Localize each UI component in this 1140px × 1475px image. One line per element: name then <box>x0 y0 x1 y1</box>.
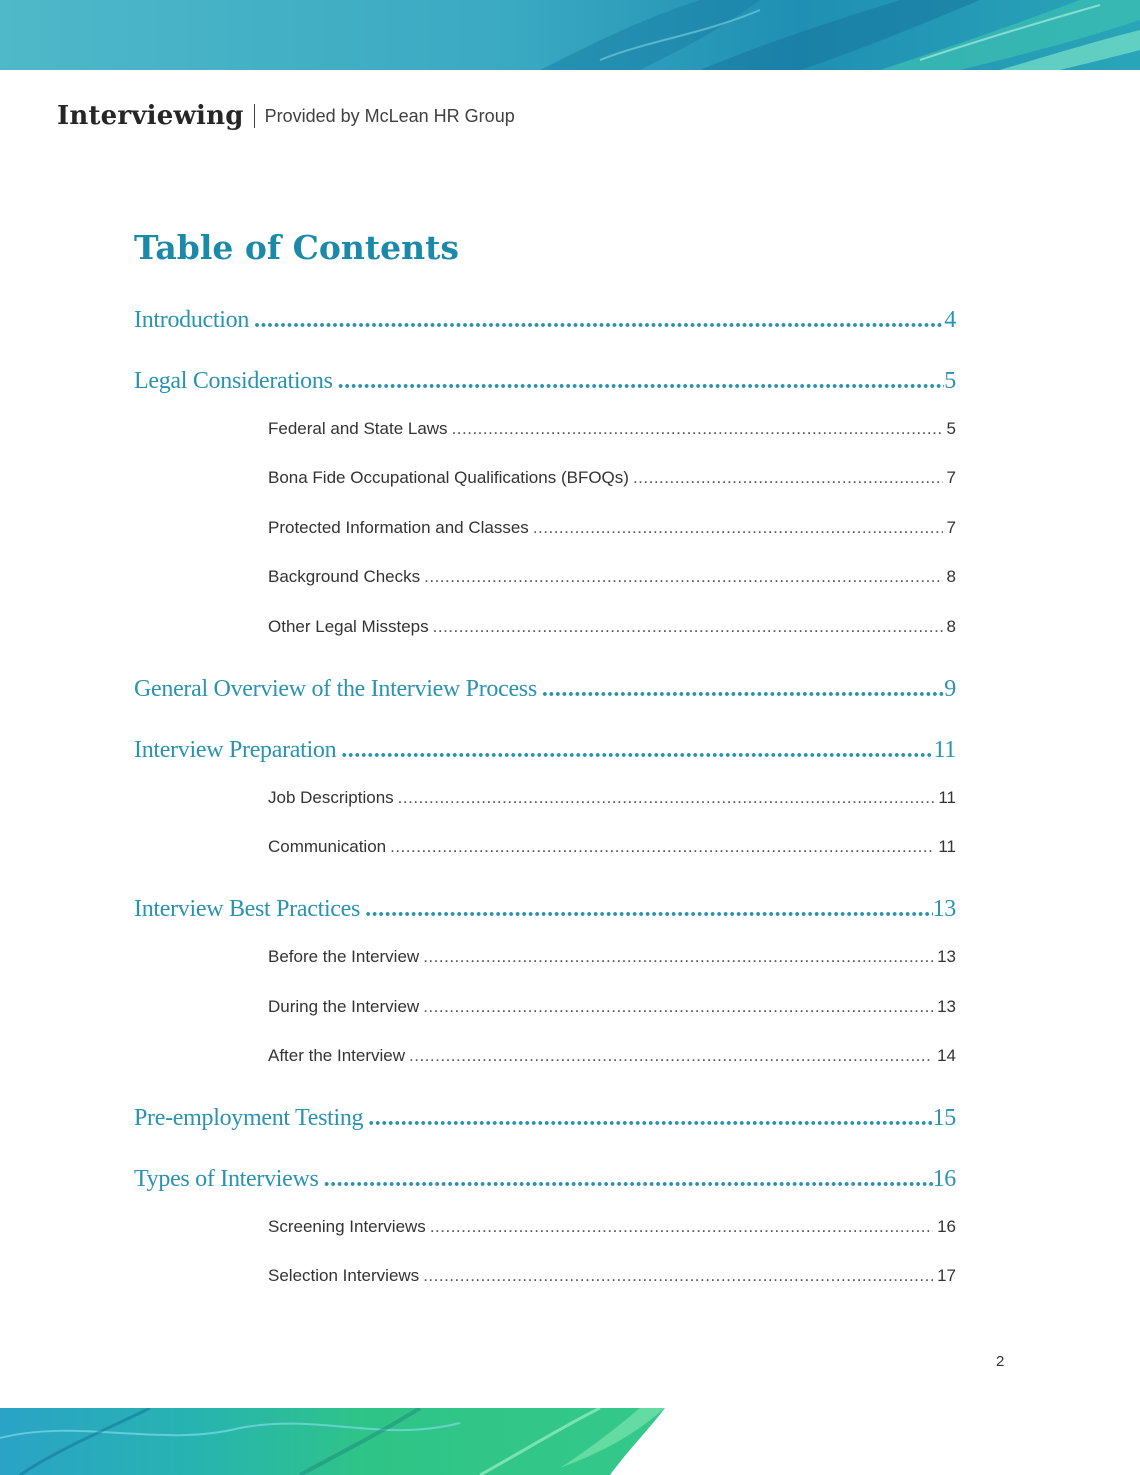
toc-entry-page: 9 <box>944 676 956 702</box>
toc-dot-leader <box>433 617 943 637</box>
toc-entry-job-descriptions[interactable] <box>268 788 956 814</box>
document-header <box>57 96 515 136</box>
toc-dot-leader <box>423 947 933 967</box>
toc-dot-leader <box>390 837 934 857</box>
top-decorative-banner <box>0 0 1140 70</box>
toc-entry-page: 11 <box>933 737 956 763</box>
toc-dot-leader <box>533 518 943 538</box>
toc-entry-interview-best-practices[interactable] <box>134 896 956 930</box>
toc-dot-leader <box>424 567 942 587</box>
toc-entry-title: Introduction <box>134 307 250 333</box>
toc-heading: Table of Contents <box>134 228 459 267</box>
header-divider <box>254 104 255 128</box>
toc-entry-page: 13 <box>937 947 956 966</box>
toc-dot-leader <box>542 676 944 703</box>
toc-entry-title: Pre-employment Testing <box>134 1105 364 1131</box>
toc-entry-title: Communication <box>268 837 387 856</box>
toc-entry-title: Selection Interviews <box>268 1266 420 1285</box>
toc-entry-selection-interviews[interactable] <box>268 1266 956 1292</box>
toc-entry-title: Interview Preparation <box>134 737 337 763</box>
toc-entry-page: 8 <box>946 617 956 636</box>
toc-dot-leader <box>430 1217 933 1237</box>
toc-entry-page: 14 <box>937 1046 956 1065</box>
toc-entry-page: 13 <box>932 896 956 922</box>
toc-dot-leader <box>341 737 933 764</box>
toc-entry-page: 15 <box>932 1105 956 1131</box>
toc-entry-page: 8 <box>946 567 956 586</box>
toc-entry-communication[interactable] <box>268 837 956 863</box>
toc-entry-introduction[interactable] <box>134 307 956 341</box>
toc-dot-leader <box>338 368 945 395</box>
toc-entry-page: 5 <box>944 368 956 394</box>
toc-dot-leader <box>254 307 944 334</box>
toc-entry-page: 16 <box>932 1166 956 1192</box>
toc-entry-before-interview[interactable] <box>268 947 956 973</box>
toc-entry-page: 13 <box>937 997 956 1016</box>
toc-entry-page: 17 <box>937 1266 956 1285</box>
toc-entry-title: General Overview of the Interview Process <box>134 676 537 702</box>
toc-entry-title: Job Descriptions <box>268 788 394 807</box>
toc-entry-page: 7 <box>946 518 956 537</box>
toc-dot-leader <box>423 997 933 1017</box>
toc-entry-page: 11 <box>938 837 956 856</box>
toc-dot-leader <box>409 1046 933 1066</box>
toc-dot-leader <box>365 896 933 923</box>
toc-entry-page: 4 <box>944 307 956 333</box>
toc-dot-leader <box>452 419 943 439</box>
toc-entry-title: Protected Information and Classes <box>268 518 529 537</box>
toc-entry-types-of-interviews[interactable] <box>134 1166 956 1200</box>
bottom-decorative-banner <box>0 1408 1140 1475</box>
toc-entry-bfoqs[interactable] <box>268 468 956 494</box>
toc-entry-title: Legal Considerations <box>134 368 333 394</box>
toc-entry-page: 5 <box>946 419 956 438</box>
toc-entry-federal-state-laws[interactable] <box>268 419 956 445</box>
toc-entry-page: 11 <box>938 788 956 807</box>
toc-entry-other-legal-missteps[interactable] <box>268 617 956 643</box>
provider-text: Provided by McLean HR Group <box>264 105 515 126</box>
toc-entry-title: Federal and State Laws <box>268 419 448 438</box>
toc-dot-leader <box>324 1166 933 1193</box>
toc-entry-after-interview[interactable] <box>268 1046 956 1072</box>
toc-entry-title: Before the Interview <box>268 947 420 966</box>
toc-dot-leader <box>368 1105 932 1132</box>
toc-entry-protected-information[interactable] <box>268 518 956 544</box>
toc-entry-title: Screening Interviews <box>268 1217 426 1236</box>
toc-entry-title: After the Interview <box>268 1046 406 1065</box>
toc-entry-background-checks[interactable] <box>268 567 956 593</box>
toc-entry-title: During the Interview <box>268 997 420 1016</box>
toc-entry-page: 7 <box>946 468 956 487</box>
toc-entry-title: Types of Interviews <box>134 1166 319 1192</box>
toc-entry-title: Other Legal Missteps <box>268 617 429 636</box>
toc-entry-pre-employment-testing[interactable] <box>134 1105 956 1139</box>
toc-entry-general-overview[interactable] <box>134 676 956 710</box>
toc-entry-page: 16 <box>937 1217 956 1236</box>
toc-entry-screening-interviews[interactable] <box>268 1217 956 1243</box>
toc-dot-leader <box>398 788 935 808</box>
toc-entry-title: Background Checks <box>268 567 421 586</box>
toc-entry-title: Interview Best Practices <box>134 896 361 922</box>
toc-dot-leader <box>633 468 943 488</box>
toc-entry-interview-preparation[interactable] <box>134 737 956 771</box>
page-number: 2 <box>996 1353 1005 1370</box>
toc-entry-during-interview[interactable] <box>268 997 956 1023</box>
toc-dot-leader <box>423 1266 933 1286</box>
toc-entry-title: Bona Fide Occupational Qualifications (BFOQs) <box>268 468 629 487</box>
document-title: Interviewing <box>57 101 244 131</box>
toc-entry-legal-considerations[interactable] <box>134 368 956 402</box>
